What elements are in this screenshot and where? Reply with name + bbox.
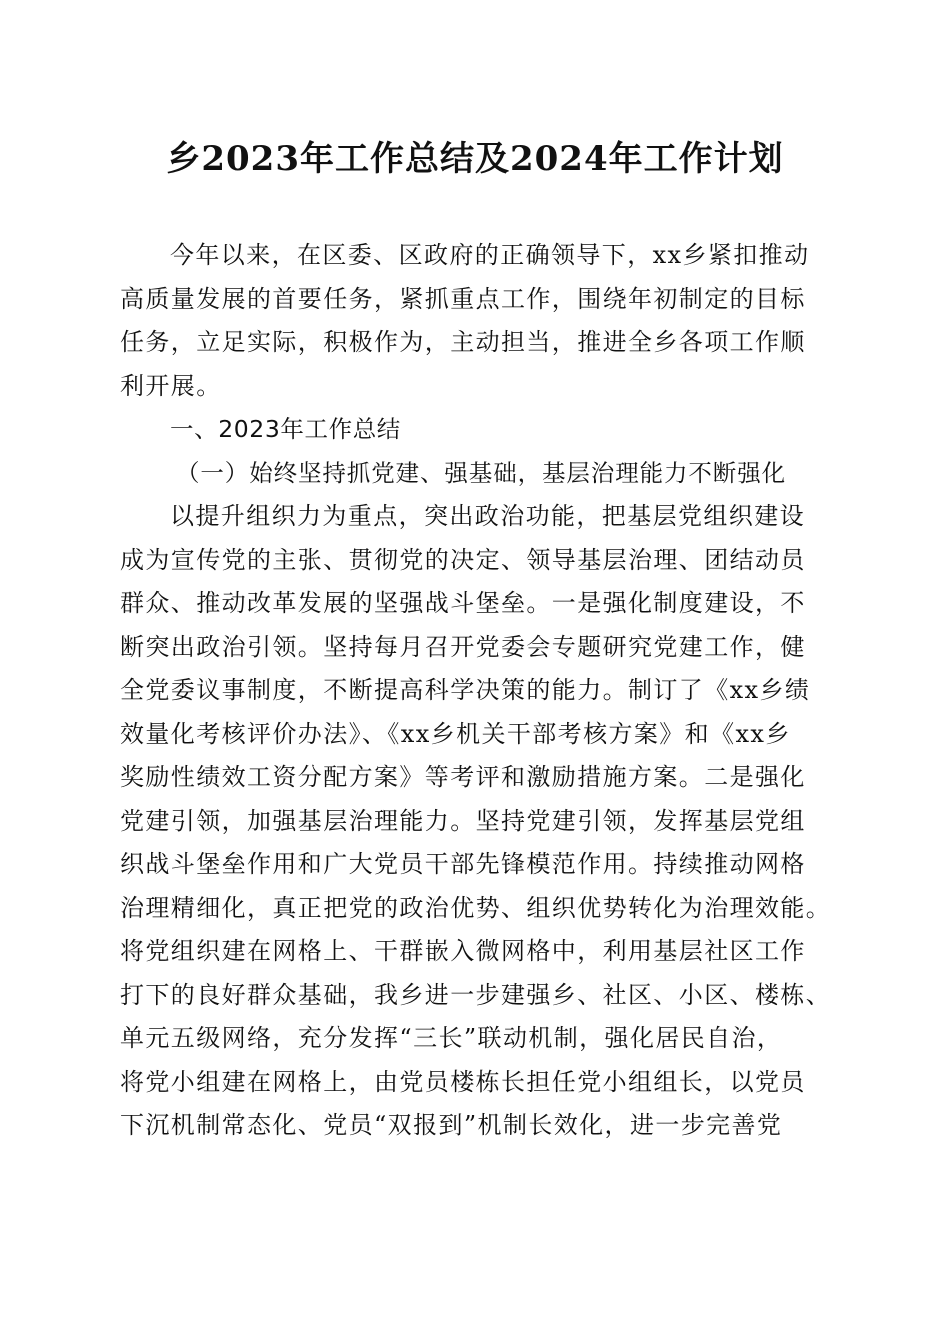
body-line: 将党小组建在网格上，由党员楼栋长担任党小组组长，以党员 [120,1067,806,1096]
body-line: 奖励性绩效工资分配方案》等考评和激励措施方案。二是强化 [120,763,806,791]
body-line: 今年以来，在区委、区政府的正确领导下，xx乡紧扣推动 [170,241,810,269]
body-line: 下沉机制常态化、党员“双报到”机制长效化，进一步完善党 [120,1111,783,1139]
body-line: 成为宣传党的主张、贯彻党的决定、领导基层治理、团结动员 [120,545,806,574]
body-line: 党建引领，加强基层治理能力。坚持党建引领，发挥基层党组 [120,806,806,835]
body-line: 高质量发展的首要任务，紧抓重点工作，围绕年初制定的目标 [120,284,806,313]
body-line: 任务，立足实际，积极作为，主动担当，推进全乡各项工作顺 [120,328,806,356]
body-line: 群众、推动改革发展的坚强战斗堡垒。一是强化制度建设，不 [120,589,806,617]
body-line: 效量化考核评价办法》、《xx乡机关干部考核方案》和《xx乡 [120,719,791,748]
body-line: 织战斗堡垒作用和广大党员干部先锋模范作用。持续推动网格 [120,850,806,878]
body-line: 将党组织建在网格上、干群嵌入微网格中，利用基层社区工作 [120,937,806,965]
body-line: 以提升组织力为重点，突出政治功能，把基层党组织建设 [170,502,805,530]
body-line: 治理精细化，真正把党的政治优势、组织优势转化为治理效能。 [120,893,832,922]
body-line: 全党委议事制度，不断提高科学决策的能力。制订了《xx乡绩 [120,676,811,704]
body-line: 单元五级网络，充分发挥“三长”联动机制，强化居民自治， [120,1024,783,1052]
document-title: 乡2023年工作总结及2024年工作计划 [166,139,784,179]
subsection-heading: （一）始终坚持抓党建、强基础，基层治理能力不断强化 [176,458,786,487]
section-heading: 一、2023年工作总结 [170,415,401,443]
body-line: 利开展。 [120,371,222,400]
body-line: 断突出政治引领。坚持每月召开党委会专题研究党建工作，健 [120,632,806,661]
body-line: 打下的良好群众基础，我乡进一步建强乡、社区、小区、楼栋、 [120,980,832,1009]
